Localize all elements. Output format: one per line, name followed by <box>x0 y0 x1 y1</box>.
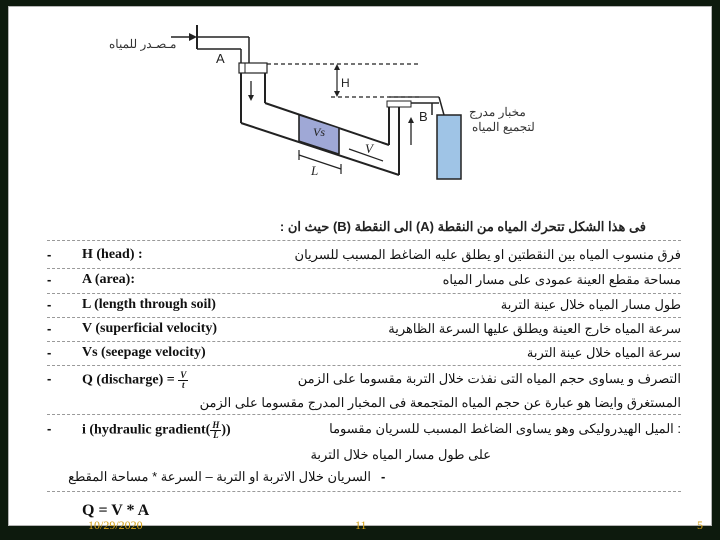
bullet: - <box>47 421 52 436</box>
flow-bullet-row <box>381 469 401 491</box>
divider <box>47 414 681 415</box>
divider <box>47 341 681 342</box>
divider <box>47 268 681 269</box>
fraction-denominator: t <box>182 380 185 390</box>
gradient-desc: : الميل الهيدروليكى وهو يساوى الضاغط المسبب للسريان مقسوما <box>329 421 681 436</box>
definition-desc: فرق منسوب المياه بين النقطتين او يطلق عليه الضاغط المسبب للسريان <box>294 247 681 262</box>
gradient-term-suffix: )) <box>221 422 231 438</box>
water-source-label: مـصـدر للمياه <box>109 37 177 51</box>
gradient-row-continued <box>47 447 681 469</box>
definition-row <box>47 297 681 319</box>
footer-center: 11 <box>355 518 367 532</box>
cylinder-label-1: مخبار مدرج <box>469 105 526 119</box>
bullet: - <box>47 272 52 287</box>
flow-desc: السريان خلال الاتربة او التربة – السرعة * مساحة المقطع <box>68 469 371 484</box>
fraction-numerator: H <box>212 420 220 430</box>
discharge-desc: التصرف و يساوى حجم المياه التى نفذت خلال التربة مقسوما على الزمن <box>297 371 681 386</box>
definition-desc: سرعة المياه خارج العينة ويطلق عليها السرعة الظاهرية <box>388 321 681 336</box>
bullet: - <box>47 297 52 312</box>
definition-term: L (length through soil) <box>82 297 216 312</box>
flow-formula: Q = V * A <box>82 502 150 519</box>
gradient-term <box>82 421 231 440</box>
definition-desc: مساحة مقطع العينة عمودى على مسار المياه <box>442 272 681 287</box>
divider <box>47 317 681 318</box>
divider <box>47 240 681 241</box>
sample-velocity-label: Vs <box>313 125 325 139</box>
gradient-row <box>47 421 681 443</box>
slide <box>8 6 712 526</box>
gradient-term-prefix: i (hydraulic gradient( <box>82 422 211 438</box>
length-label: L <box>311 163 319 178</box>
definition-row <box>47 345 681 367</box>
point-b-label: B <box>419 109 428 124</box>
bullet: - <box>381 469 386 484</box>
velocity-label: V <box>365 141 373 156</box>
discharge-row <box>47 371 681 393</box>
definition-row <box>47 272 681 294</box>
cylinder-label-2: لتجميع المياه <box>472 120 535 134</box>
definition-desc: سرعة المياه خلال عينة التربة <box>526 345 681 360</box>
source-arrow-head <box>189 33 197 41</box>
intro-text: فى هذا الشكل تتحرك المياه من النقطة (A) الى النقطة (B) حيث ان : <box>279 219 646 234</box>
definition-term: H (head) : <box>82 247 143 262</box>
slide-number: 5 <box>697 518 703 532</box>
length-dimension-line <box>299 155 341 169</box>
outlet-cap <box>387 101 411 107</box>
gradient-fraction <box>210 421 221 440</box>
footer-date: 10/29/2020 <box>88 518 143 532</box>
fraction-numerator: V <box>180 370 187 380</box>
discharge-term-text: Q (discharge) = <box>82 372 175 388</box>
definition-term: A (area): <box>82 272 135 287</box>
head-label: H <box>341 76 350 90</box>
divider <box>47 293 681 294</box>
definition-term: V (superficial velocity) <box>82 321 218 336</box>
gradient-desc-2: على طول مسار المياه خلال التربة <box>310 447 491 462</box>
bullet: - <box>47 371 52 386</box>
definition-term: Vs (seepage velocity) <box>82 345 206 360</box>
discharge-fraction <box>178 371 188 390</box>
discharge-desc-2: المستغرق وايضا هو عبارة عن حجم المياه المتجمعة فى المخبار المدرج مقسوما على الزمن <box>199 395 681 410</box>
fraction-denominator: L <box>213 430 219 440</box>
divider <box>47 365 681 366</box>
bullet: - <box>47 247 52 262</box>
definition-row <box>47 247 681 269</box>
definition-row <box>47 321 681 343</box>
definition-desc: طول مسار المياه خلال عينة التربة <box>500 297 681 312</box>
bullet: - <box>47 345 52 360</box>
divider <box>47 491 681 492</box>
point-a-label: A <box>216 51 225 66</box>
graduated-cylinder <box>437 115 461 179</box>
bullet: - <box>47 321 52 336</box>
inlet-cap <box>239 63 267 73</box>
discharge-term <box>82 371 188 390</box>
flow-row <box>9 469 371 491</box>
